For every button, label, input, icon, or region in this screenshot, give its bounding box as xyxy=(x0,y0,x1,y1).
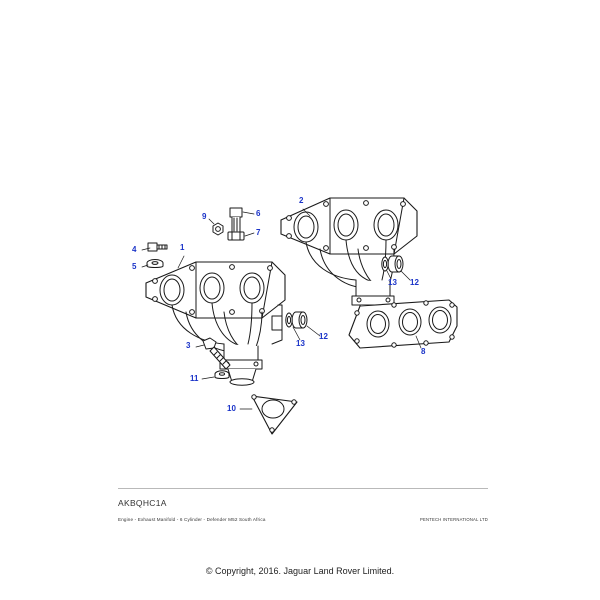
part-code: AKBQHC1A xyxy=(118,498,167,508)
fastener-part-12-left xyxy=(292,312,307,328)
callout-5: 5 xyxy=(132,262,137,271)
manifold-right-flange xyxy=(281,198,417,254)
callout-8: 8 xyxy=(421,347,426,356)
callout-9: 9 xyxy=(202,212,207,221)
fastener-part-13-left xyxy=(286,313,292,327)
callout-1: 1 xyxy=(180,243,185,252)
fastener-part-6 xyxy=(230,208,242,232)
diagram-description: Engine - Exhaust Manifold - 6 Cylinder - Defender M52 South Africa xyxy=(118,517,266,522)
callout-10: 10 xyxy=(227,404,236,413)
fastener-part-12-right xyxy=(388,256,403,272)
fastener-part-4 xyxy=(148,243,167,251)
callout-4: 4 xyxy=(132,245,137,254)
fastener-part-13-right xyxy=(382,257,388,271)
callout-2: 2 xyxy=(299,196,304,205)
callout-3: 3 xyxy=(186,341,191,350)
copyright-notice: © Copyright, 2016. Jaguar Land Rover Limited. xyxy=(205,566,395,576)
manifold-left-flange xyxy=(146,262,285,318)
fastener-part-7 xyxy=(228,232,244,240)
callout-12-left: 12 xyxy=(319,332,328,341)
fastener-part-9 xyxy=(213,223,223,235)
fastener-part-5 xyxy=(147,260,163,268)
callout-7: 7 xyxy=(256,228,261,237)
fastener-part-11 xyxy=(215,371,229,379)
gasket-part-10 xyxy=(252,395,297,434)
diagram-footer xyxy=(118,488,488,522)
callout-13-left: 13 xyxy=(296,339,305,348)
callout-11: 11 xyxy=(190,374,199,383)
vendor-label: PENTECH INTERNATIONAL LTD xyxy=(420,517,488,522)
gasket-part-8 xyxy=(349,300,457,348)
callout-13-right: 13 xyxy=(388,278,397,287)
callout-12-right: 12 xyxy=(410,278,419,287)
callout-6: 6 xyxy=(256,209,261,218)
